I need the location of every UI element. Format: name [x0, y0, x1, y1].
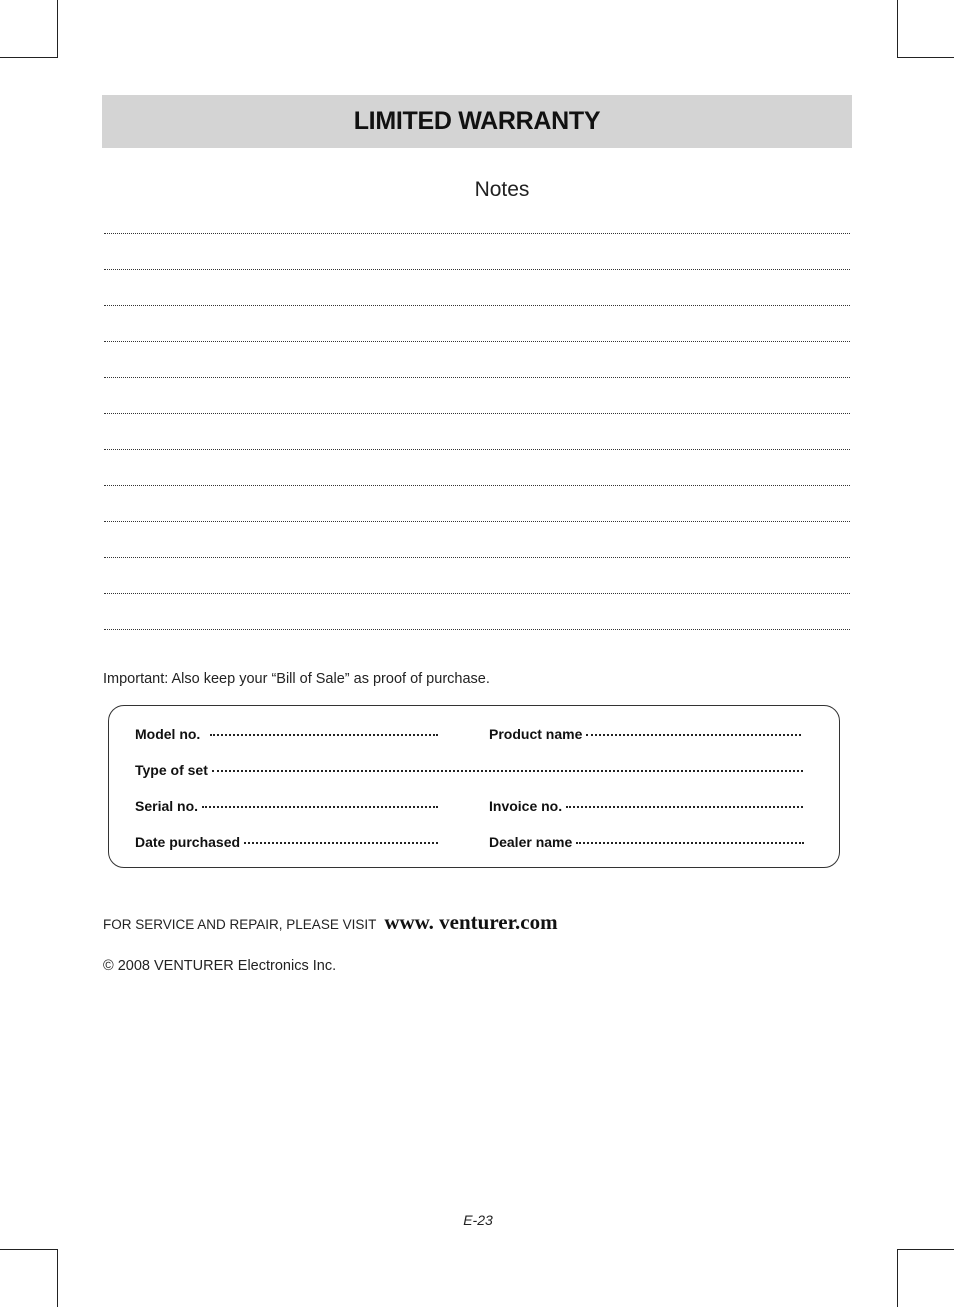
- note-line[interactable]: [104, 305, 850, 306]
- serial-no-field[interactable]: [135, 798, 438, 814]
- dealer-name-line: [576, 842, 804, 844]
- crop-mark-top-left: [0, 57, 58, 58]
- type-of-set-label: Type of set: [135, 762, 208, 778]
- serial-no-label: Serial no.: [135, 798, 199, 814]
- crop-mark-bottom-right: [897, 1249, 898, 1307]
- note-line[interactable]: [104, 413, 850, 414]
- service-info: [103, 910, 558, 935]
- model-no-line: [210, 734, 438, 736]
- service-text: FOR SERVICE AND REPAIR, PLEASE VISIT: [103, 917, 377, 932]
- important-note: Important: Also keep your “Bill of Sale” as proof of purchase.: [103, 671, 490, 687]
- title-bar: [102, 95, 852, 148]
- note-line[interactable]: [104, 233, 850, 234]
- note-line[interactable]: [104, 557, 850, 558]
- dealer-name-field[interactable]: [489, 834, 804, 850]
- note-line[interactable]: [104, 485, 850, 486]
- note-line[interactable]: [104, 449, 850, 450]
- date-purchased-label: Date purchased: [135, 834, 241, 850]
- page-title: LIMITED WARRANTY: [353, 107, 601, 135]
- service-url[interactable]: www. venturer.com: [384, 910, 558, 934]
- page-number: E-23: [463, 1212, 493, 1228]
- notes-heading: Notes: [474, 178, 530, 201]
- copyright: © 2008 VENTURER Electronics Inc.: [103, 958, 337, 974]
- date-purchased-field[interactable]: [135, 834, 438, 850]
- invoice-no-line: [566, 806, 803, 808]
- note-line[interactable]: [104, 629, 850, 630]
- serial-no-line: [202, 806, 438, 808]
- crop-mark-bottom-right: [897, 1249, 954, 1250]
- invoice-no-label: Invoice no.: [489, 798, 563, 814]
- model-no-field[interactable]: [135, 726, 438, 742]
- date-purchased-line: [244, 842, 438, 844]
- note-line[interactable]: [104, 377, 850, 378]
- product-name-label: Product name: [489, 726, 583, 742]
- note-line[interactable]: [104, 593, 850, 594]
- model-no-label: Model no.: [135, 726, 201, 742]
- crop-mark-top-right: [897, 0, 898, 58]
- crop-mark-top-right: [897, 57, 954, 58]
- note-line[interactable]: [104, 269, 850, 270]
- crop-mark-bottom-left: [57, 1249, 58, 1307]
- crop-mark-top-left: [57, 0, 58, 58]
- type-of-set-field[interactable]: [135, 762, 803, 778]
- crop-mark-bottom-left: [0, 1249, 58, 1250]
- type-of-set-line: [212, 770, 803, 772]
- product-name-field[interactable]: [489, 726, 801, 742]
- invoice-no-field[interactable]: [489, 798, 803, 814]
- dealer-name-label: Dealer name: [489, 834, 573, 850]
- note-line[interactable]: [104, 341, 850, 342]
- note-line[interactable]: [104, 521, 850, 522]
- product-name-line: [586, 734, 801, 736]
